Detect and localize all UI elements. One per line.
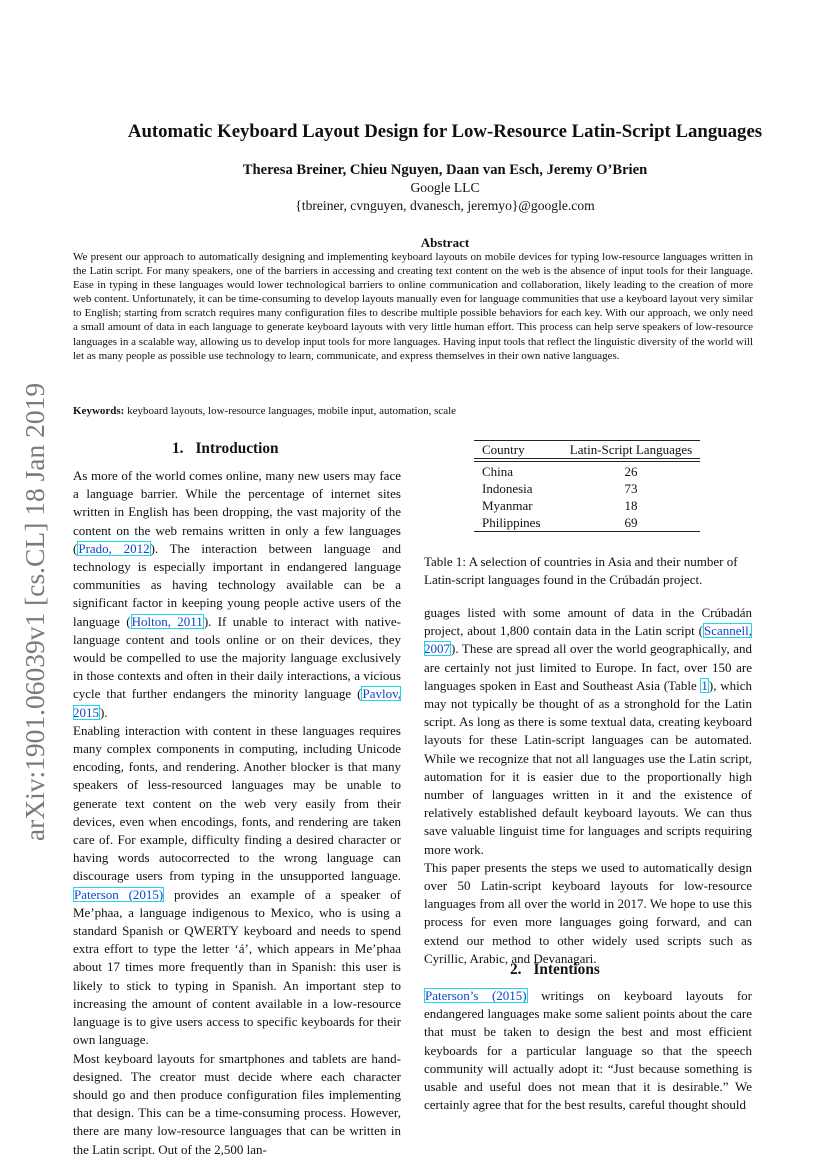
table-cell: Myanmar [482,498,533,513]
text-run: ). [100,704,108,720]
text-run: ). If unable to interact with native-language content and tools online or on their devices, they would be compelled to use the majority language exclusively in those contexts and often in their daily interactions, a vicious cycle that further endangers the minority language ( [73,613,401,702]
keywords-text: keyboard layouts, low-resource languages, mobile input, automation, scale [124,405,457,417]
section-title: Introduction [195,440,279,457]
citation-link-paterson[interactable]: Paterson (2015) [74,886,164,902]
table-cell: China [482,464,514,479]
section-heading-introduction [172,440,279,458]
section-title: Intentions [533,961,600,978]
table-cell: 18 [624,498,638,513]
table-cell: Philippines [482,515,541,530]
table-ref-link[interactable]: 1 [701,677,708,693]
arxiv-identifier [14,372,56,852]
section-heading-intentions [510,961,600,979]
text-run: ). These are spread all over the world geographically, and are certainly not just limited to Europe. In fact, over 150 are languages spoken in East and Southeast Asia (Table [424,641,752,693]
abstract-heading: Abstract [420,235,470,250]
right-column [424,604,752,968]
citation-link-paterson-2[interactable]: Paterson’s (2015) [425,988,527,1003]
citation-link-prado[interactable]: Prado, 2012 [78,540,150,556]
intro-paragraph-4 [424,604,752,859]
text-run: ). The interaction between language and technology is especially important in endangered language communities as having technology available can be a significant factor in keeping young people active users of the language ( [73,540,401,629]
table-1-caption: Table 1: A selection of countries in Asia and their number of Latin-script languages found in the Crúbadán project. [424,554,738,587]
table-header-country: Country [482,442,525,457]
paper-title: Automatic Keyboard Layout Design for Low-Resource Latin-Script Languages [127,121,763,142]
table-header-languages: Latin-Script Languages [569,442,693,457]
affiliation: Google LLC [410,180,480,195]
text-run: Enabling interaction with content in these languages requires many complex components in computing, including Unicode encoding, fonts, and rendering. Another blocker is that many speakers of less-resourced languages may be unable to generate text content on the web very easily from their devices, even when encodings, fonts, and rendering are taken care of. For example, difficulty finding a desired character or having words autocorrected to the wrong language can discourage users from typing in the unsupported language. [73,722,401,884]
citation-link-scannell[interactable]: Scannell, 2007 [424,623,752,657]
table-cell: Indonesia [482,481,533,496]
intro-paragraph-5: This paper presents the steps we used to automatically design over 50 Latin-script keyboard layouts for low-resource languages from all over the world in 2017. We hope to use this process for even more languages going forward, and can extend our method to other widely used scripts such as Cyrillic, Arabic, and Devanagari. [424,859,752,966]
table-row [474,497,700,514]
table-row [474,514,700,531]
table-row [474,463,700,480]
table-1 [474,440,700,532]
table-cell: 69 [624,515,638,530]
left-column [73,467,401,1159]
intro-paragraph-1 [73,467,401,722]
table-cell: 26 [624,464,638,479]
intentions-paragraph-1 [424,987,752,1114]
text-run: provides an example of a speaker of Me’phaa, a language indigenous to Mexico, who is using a standard Spanish or QWERTY keyboard and needs to spend extra effort to type the letter ‘á’, which appears in Me’phaa about 17 times more frequently than in Spanish: this user is likely to stick to typing in Spanish. An important step to increasing the amount of content available in a low-resource language is to give users access to specific keyboards for their own language. [73,886,401,1048]
section-number: 1. [172,440,184,457]
text-run: writings on keyboard layouts for endangered languages make some salient points about the care that must be taken to design the best and most efficient keyboards for a particular language so that the speech community will actually adopt it: “Just because something is usable and useful does not mean that it is desirable.” We certainly agree that for the best results, careful thought should [424,988,752,1113]
intro-paragraph-2 [73,722,401,1050]
text-run: ), which may not typically be thought of as a stronghold for the Latin script. As long as there is some textual data, creating keyboard layouts for these Latin-script languages can be automated. While we recognize that not all languages use the Latin script, automation for it is easier due to the proportionally high number of languages written in it and the existence of relatively established default keyboard layouts. We can thus save valuable linguist time for languages and scripts requiring more work. [424,677,752,857]
table-row [474,480,700,497]
citation-link-pavlov[interactable]: Pavlov, 2015 [73,686,401,720]
intro-paragraph-3: Most keyboard layouts for smartphones and tablets are hand-designed. The creator must decide where each character should go and then produce configuration files implementing that design. This can be a time-consuming process. However, there are many low-resource languages that can be written in the Latin script. Out of the 2,500 lan- [73,1050,401,1157]
abstract-text: We present our approach to automatically designing and implementing keyboard layouts on mobile devices for typing low-resource languages written in the Latin script. For many speakers, one of the barriers in accessing and creating text content on the web is the absence of input tools for their language. Ease in typing in these languages would lower technological barriers to online communication and collaboration, likely leading to the creation of more web content. Unfortunately, it can be time-consuming to develop layouts manually even for language communities that use a keyboard layout very similar to English; starting from scratch requires many configuration files to describe multiple possible behaviors for each key. With our approach, we only need a small amount of data in each language to generate keyboard layouts with very little human effort. This process can help serve speakers of low-resource languages in a scalable way, allowing us to develop input tools for more languages. Having input tools that reflect the linguistic diversity of the world will let as many people as possible use technology to learn, communicate, and express themselves in their own native languages. [73,251,753,362]
right-column-intentions [424,987,752,1114]
arxiv-identifier-text: arXiv:1901.06039v1 [cs.CL] 18 Jan 2019 [19,382,50,842]
text-run: guages listed with some amount of data in the Crúbadán project, about 1,800 contain data in the Latin script ( [424,605,752,639]
author-emails: {tbreiner, cvnguyen, dvanesch, jeremyo}@google.com [295,198,595,213]
text-run: As more of the world comes online, many new users may face a language barrier. While the percentage of internet sites written in English has been dropping, the vast majority of the content on the web remains written in only a few languages ( [73,468,401,556]
keywords-label: Keywords: [73,405,125,417]
keywords [73,405,753,417]
table-cell: 73 [624,481,638,496]
citation-link-holton[interactable]: Holton, 2011 [131,613,203,629]
author-list: Theresa Breiner, Chieu Nguyen, Daan van Esch, Jeremy O’Brien [242,162,648,178]
section-number: 2. [510,961,522,978]
table-header-row [474,441,700,459]
